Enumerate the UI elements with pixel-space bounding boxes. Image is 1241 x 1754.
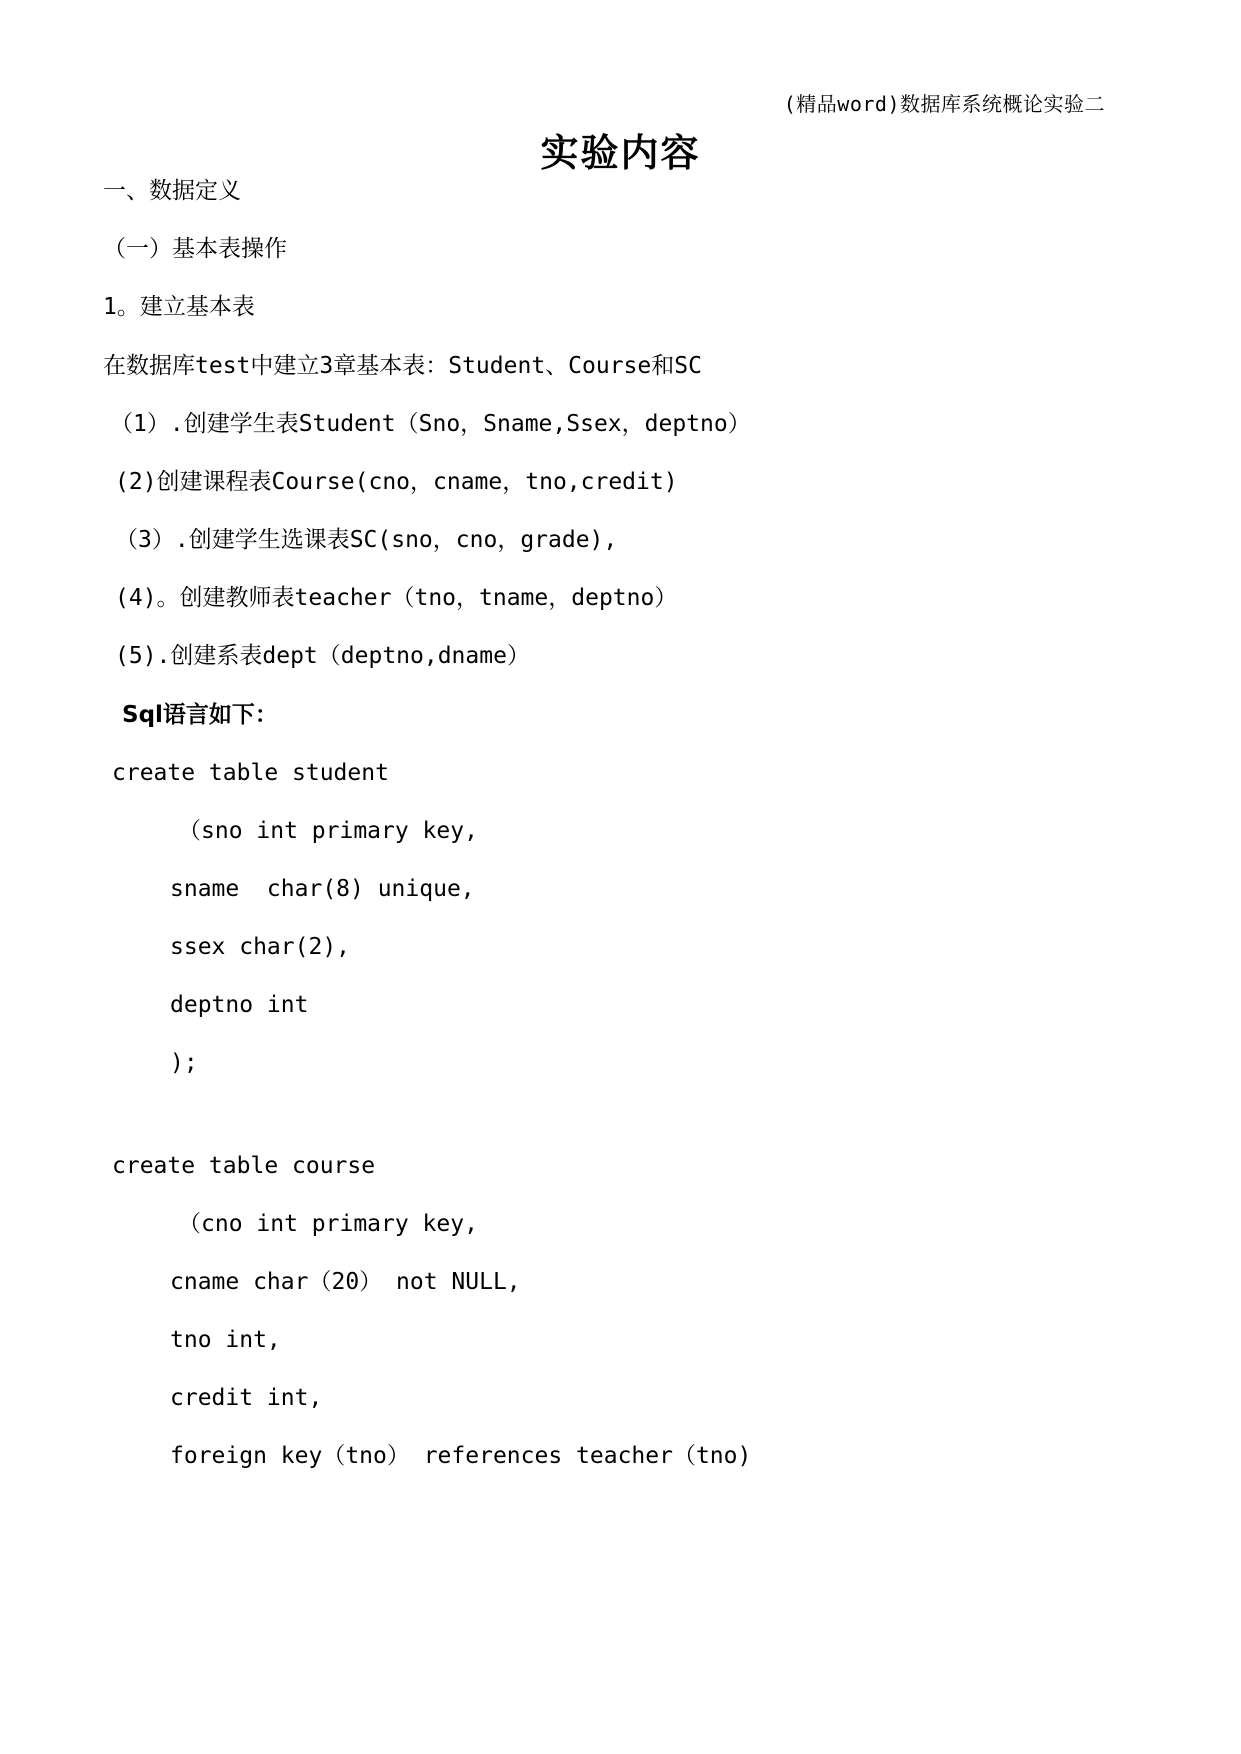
section-heading: 一、数据定义 bbox=[103, 178, 241, 204]
page-header: (精品word)数据库系统概论实验二 bbox=[783, 92, 1105, 116]
list-item: (2)创建课程表Course(cno，cname，tno,credit) bbox=[115, 469, 678, 495]
code-line: create table student bbox=[112, 760, 389, 786]
paragraph-line: 在数据库test中建立3章基本表：Student、Course和SC bbox=[103, 353, 702, 379]
code-line: ); bbox=[170, 1050, 198, 1076]
list-item: （3）.创建学生选课表SC(sno，cno，grade), bbox=[115, 527, 618, 553]
list-item: (4)。创建教师表teacher（tno，tname，deptno） bbox=[115, 585, 678, 611]
sql-heading: Sql语言如下： bbox=[122, 702, 278, 728]
code-line: foreign key（tno） references teacher（tno) bbox=[170, 1443, 752, 1469]
document-title: 实验内容 bbox=[540, 131, 701, 175]
code-line: tno int, bbox=[170, 1327, 281, 1353]
step-heading: 1。建立基本表 bbox=[103, 294, 255, 320]
code-line: sname char(8) unique, bbox=[170, 876, 475, 902]
list-item: (5).创建系表dept（deptno,dname） bbox=[115, 643, 530, 669]
code-line: create table course bbox=[112, 1153, 376, 1179]
code-line: ssex char(2), bbox=[170, 934, 351, 960]
list-item: （1）.创建学生表Student（Sno，Sname,Ssex，deptno） bbox=[110, 411, 751, 437]
code-line: （sno int primary key, bbox=[178, 818, 478, 844]
subsection-heading: （一）基本表操作 bbox=[103, 236, 287, 262]
code-line: credit int, bbox=[170, 1385, 323, 1411]
code-line: cname char（20） not NULL, bbox=[170, 1269, 521, 1295]
code-line: （cno int primary key, bbox=[178, 1211, 478, 1237]
code-line: deptno int bbox=[170, 992, 309, 1018]
